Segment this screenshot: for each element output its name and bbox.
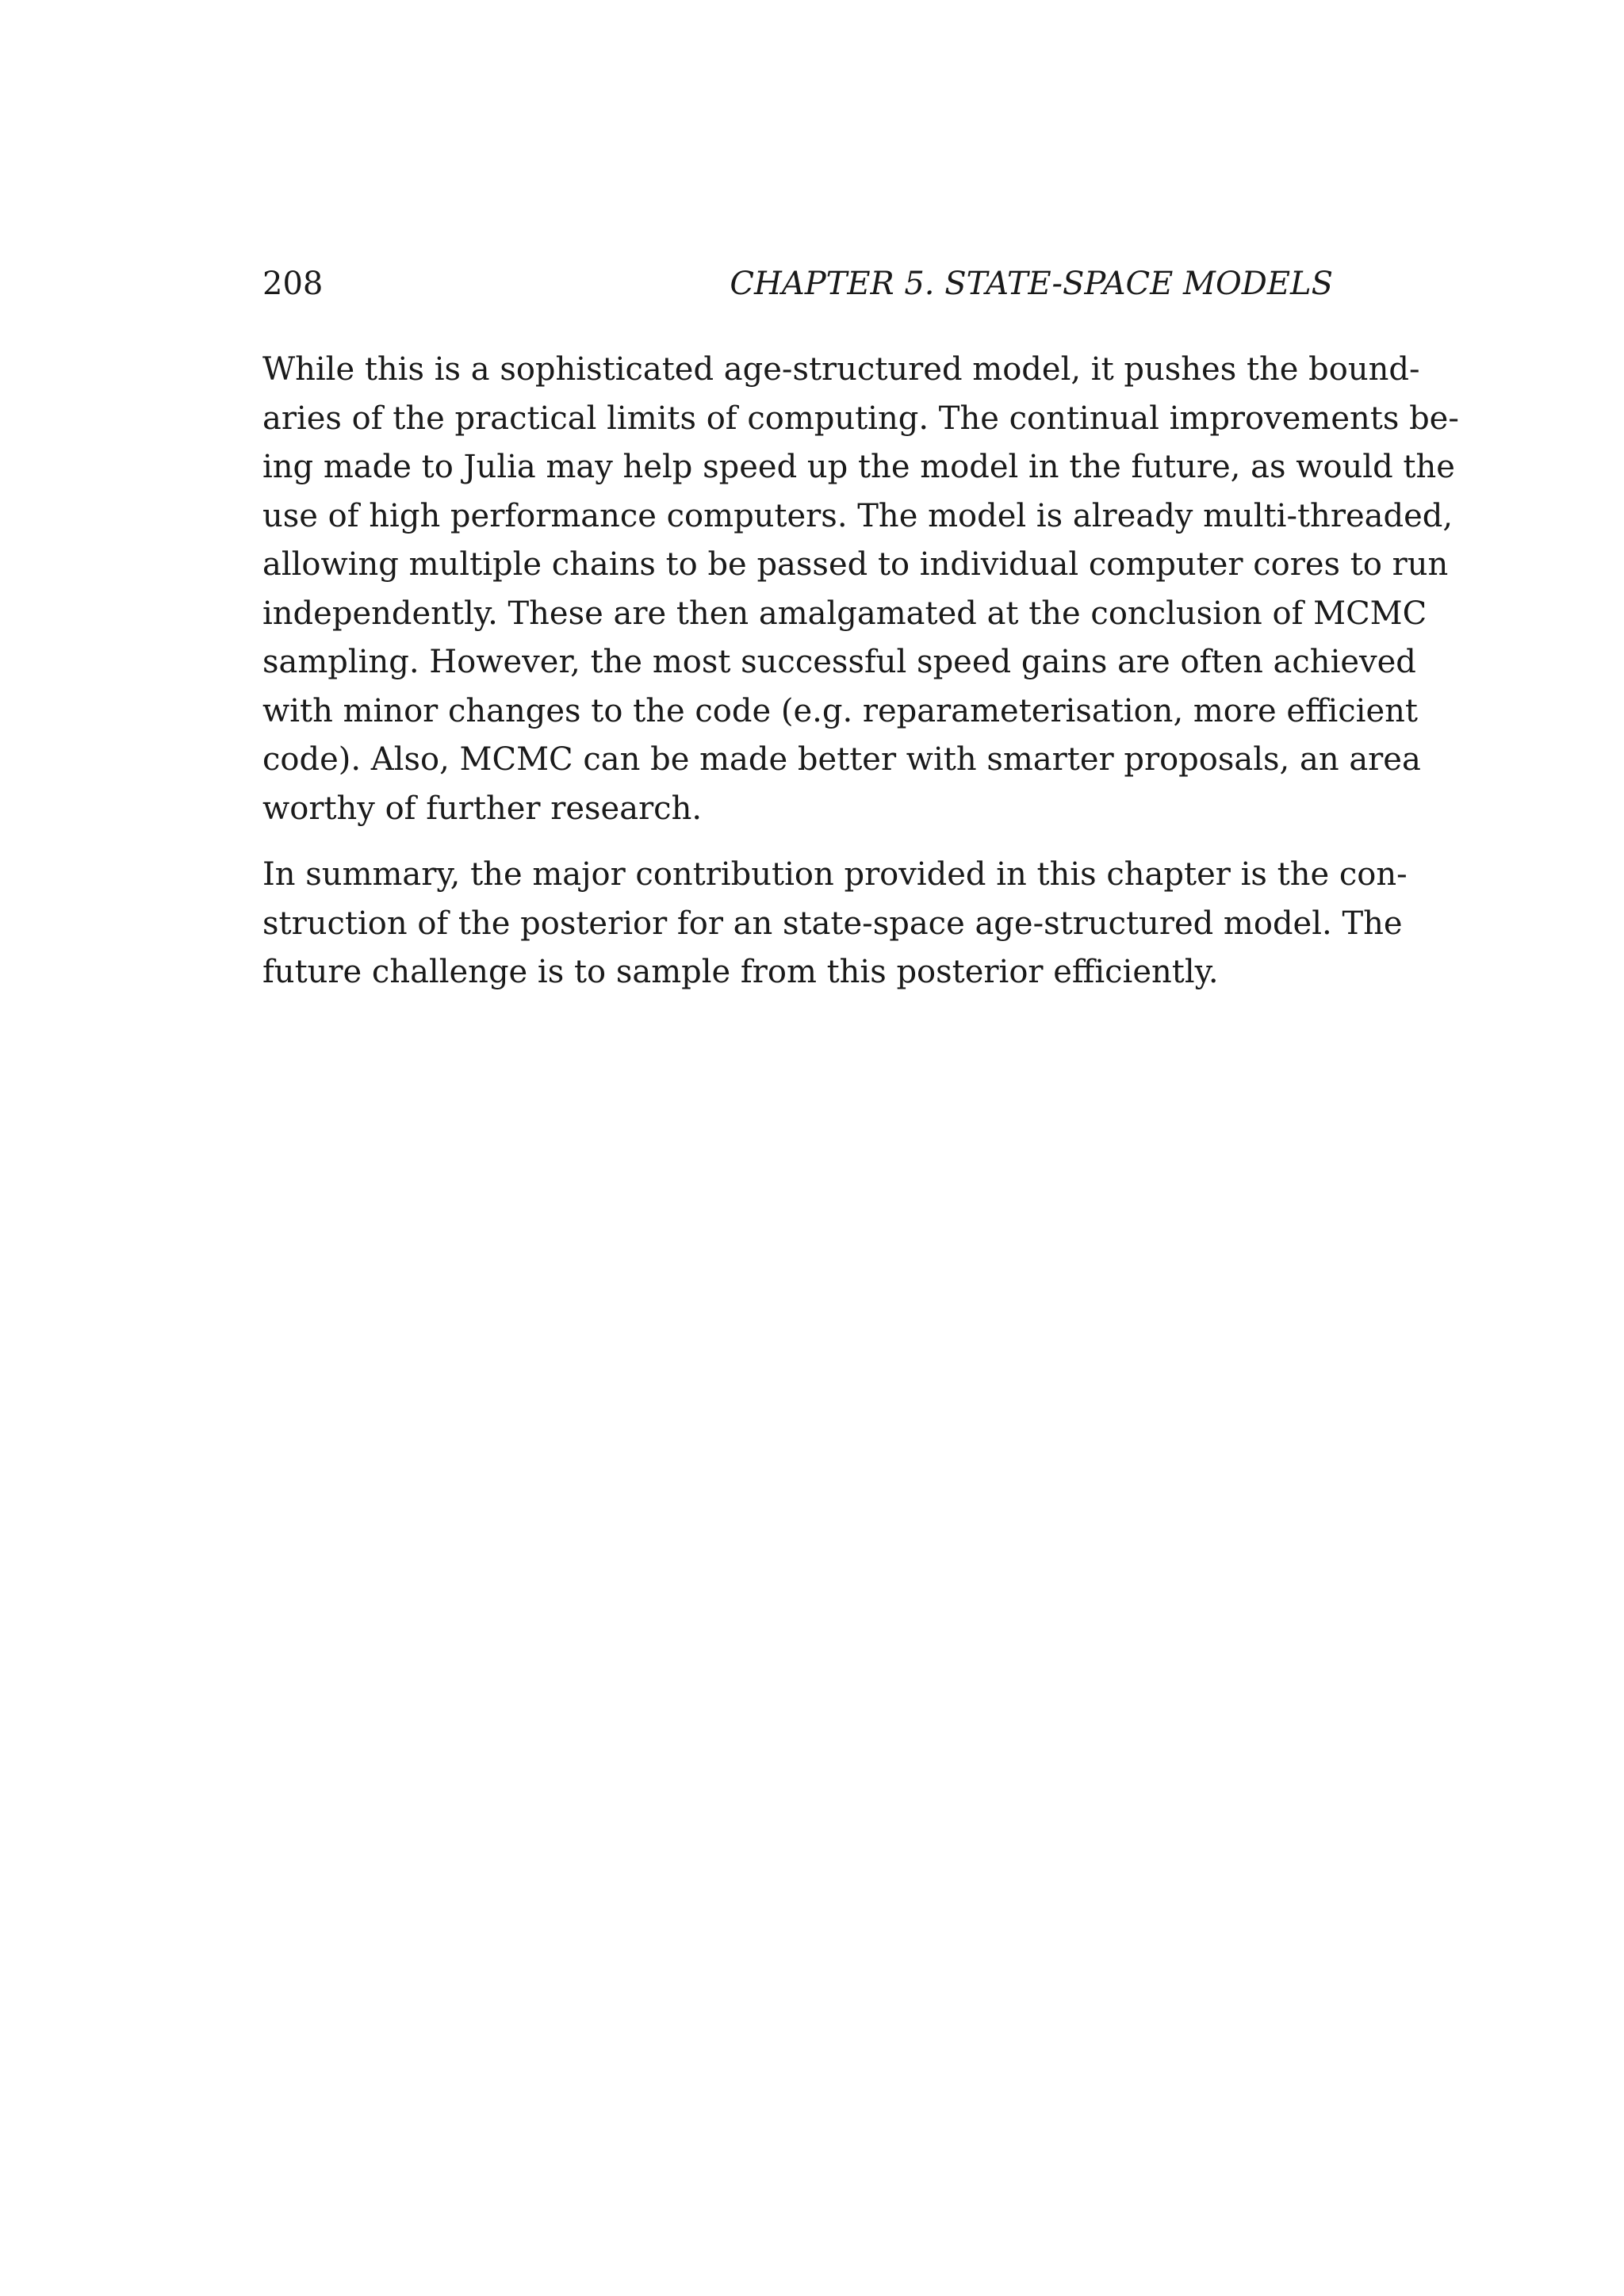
body-text bbox=[262, 346, 1459, 1015]
running-header bbox=[262, 260, 1333, 308]
paragraph-computing-limits bbox=[262, 346, 1459, 833]
text-line: ing made to Julia may help speed up the model in the future, as would the bbox=[262, 449, 1455, 485]
text-line: code). Also, MCMC can be made better with smarter proposals, an area bbox=[262, 741, 1421, 778]
text-line: future challenge is to sample from this posterior efficiently. bbox=[262, 954, 1219, 990]
text-line: allowing multiple chains to be passed to individual computer cores to run bbox=[262, 546, 1449, 583]
text-line: While this is a sophisticated age-structured model, it pushes the bound- bbox=[262, 351, 1420, 388]
text-line: In summary, the major contribution provided in this chapter is the con- bbox=[262, 856, 1408, 893]
page-number: 208 bbox=[262, 266, 324, 302]
paragraph-summary bbox=[262, 851, 1408, 997]
text-line: use of high performance computers. The model is already multi-threaded, bbox=[262, 497, 1454, 534]
chapter-title: CHAPTER 5. STATE-SPACE MODELS bbox=[730, 266, 1333, 302]
text-line: worthy of further research. bbox=[262, 790, 703, 827]
text-line: struction of the posterior for an state-space age-structured model. The bbox=[262, 905, 1403, 942]
text-line: aries of the practical limits of computing. The continual improvements be- bbox=[262, 400, 1459, 437]
text-line: sampling. However, the most successful speed gains are often achieved bbox=[262, 644, 1416, 680]
text-line: with minor changes to the code (e.g. reparameterisation, more efficient bbox=[262, 692, 1418, 729]
text-line: independently. These are then amalgamated at the conclusion of MCMC bbox=[262, 595, 1427, 632]
